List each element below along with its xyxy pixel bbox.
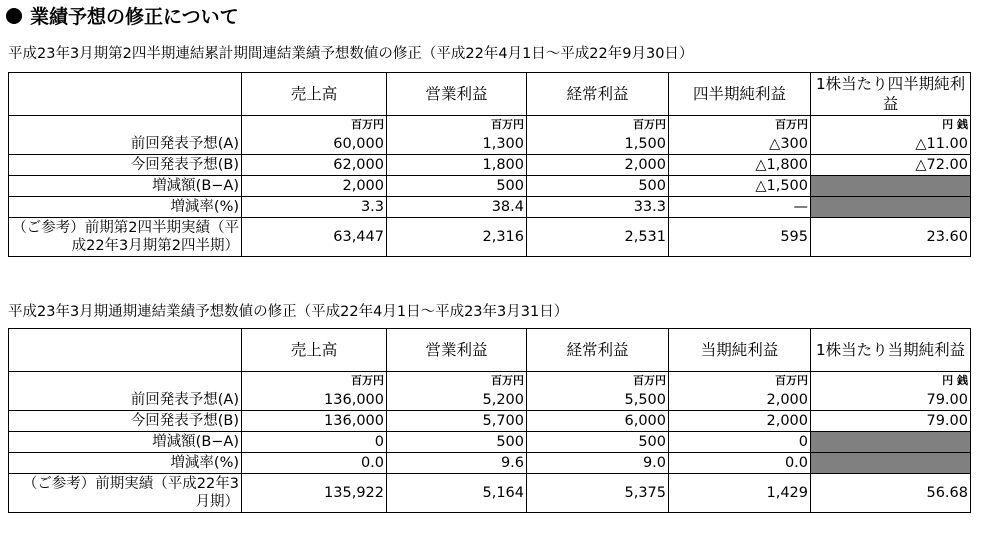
corner-cell (9, 73, 242, 116)
cell: 136,000 (242, 411, 387, 432)
unit-cell: 百万円 (242, 372, 387, 391)
shaded-cell (811, 432, 971, 453)
cell: 56.68 (811, 474, 971, 513)
cell: △11.00 (811, 134, 971, 155)
cell: 1,800 (387, 155, 527, 176)
unit-cell: 百万円 (527, 116, 669, 135)
row-label: 前回発表予想(A) (9, 134, 242, 155)
row-label: 増減額(B−A) (9, 432, 242, 453)
cell: 79.00 (811, 390, 971, 411)
unit-cell: 百万円 (669, 116, 811, 135)
cell: 9.6 (387, 453, 527, 474)
cell: △72.00 (811, 155, 971, 176)
cell: △300 (669, 134, 811, 155)
section2-caption: 平成23年3月期通期連結業績予想数値の修正（平成22年4月1日～平成23年3月31日） (8, 304, 569, 320)
unit-cell: 円 銭 (811, 372, 971, 391)
section1-table (8, 72, 971, 257)
cell: 2,000 (527, 155, 669, 176)
unit-cell: 百万円 (669, 372, 811, 391)
row-label: （ご参考）前期実績（平成22年3月期） (9, 474, 242, 513)
cell: △1,500 (669, 176, 811, 197)
table-row (9, 474, 971, 513)
cell: 2,316 (387, 218, 527, 257)
heading-text: 業績予想の修正について (30, 6, 239, 28)
cell: 5,200 (387, 390, 527, 411)
col-header: 営業利益 (387, 329, 527, 372)
table-row (9, 218, 971, 257)
cell: 5,375 (527, 474, 669, 513)
cell: 79.00 (811, 411, 971, 432)
unit-cell: 百万円 (387, 116, 527, 135)
row-label: 今回発表予想(B) (9, 411, 242, 432)
cell: 9.0 (527, 453, 669, 474)
row-label: 増減額(B−A) (9, 176, 242, 197)
shaded-cell (811, 453, 971, 474)
cell: 62,000 (242, 155, 387, 176)
bullet-icon (6, 8, 22, 24)
table-row (9, 432, 971, 453)
row-label: 今回発表予想(B) (9, 155, 242, 176)
cell: 0 (669, 432, 811, 453)
cell: △1,800 (669, 155, 811, 176)
section2-table (8, 328, 971, 513)
table-row (9, 390, 971, 411)
table-row (9, 155, 971, 176)
table-row (9, 134, 971, 155)
unit-cell (9, 116, 242, 135)
section1-caption: 平成23年3月期第2四半期連結累計期間連結業績予想数値の修正（平成22年4月1日～平成22年9月30日） (8, 46, 694, 62)
cell: 1,429 (669, 474, 811, 513)
cell: 23.60 (811, 218, 971, 257)
cell: 500 (387, 176, 527, 197)
col-header: 当期純利益 (669, 329, 811, 372)
col-header: 売上高 (242, 329, 387, 372)
table-row (9, 176, 971, 197)
col-header: 売上高 (242, 73, 387, 116)
cell: 2,531 (527, 218, 669, 257)
shaded-cell (811, 176, 971, 197)
unit-cell: 円 銭 (811, 116, 971, 135)
cell: 6,000 (527, 411, 669, 432)
cell: 60,000 (242, 134, 387, 155)
col-header: 四半期純利益 (669, 73, 811, 116)
row-label: 増減率(%) (9, 453, 242, 474)
table-row (9, 453, 971, 474)
cell: 38.4 (387, 197, 527, 218)
col-header: 1株当たり四半期純利益 (811, 73, 971, 116)
page-heading (6, 4, 239, 30)
cell: 1,300 (387, 134, 527, 155)
cell: 500 (527, 432, 669, 453)
col-header: 経常利益 (527, 73, 669, 116)
cell: 5,164 (387, 474, 527, 513)
unit-cell: 百万円 (242, 116, 387, 135)
cell: 2,000 (242, 176, 387, 197)
cell: 3.3 (242, 197, 387, 218)
row-label: 増減率(%) (9, 197, 242, 218)
cell: 63,447 (242, 218, 387, 257)
cell: 5,700 (387, 411, 527, 432)
row-label: （ご参考）前期第2四半期実績（平成22年3月期第2四半期） (9, 218, 242, 257)
unit-cell (9, 372, 242, 391)
dash-cell: — (669, 197, 811, 218)
table-row (9, 411, 971, 432)
cell: 1,500 (527, 134, 669, 155)
cell: 500 (527, 176, 669, 197)
col-header: 営業利益 (387, 73, 527, 116)
cell: 0 (242, 432, 387, 453)
cell: 2,000 (669, 390, 811, 411)
unit-cell: 百万円 (527, 372, 669, 391)
cell: 595 (669, 218, 811, 257)
table-row (9, 197, 971, 218)
cell: 2,000 (669, 411, 811, 432)
cell: 500 (387, 432, 527, 453)
row-label: 前回発表予想(A) (9, 390, 242, 411)
cell: 135,922 (242, 474, 387, 513)
cell: 136,000 (242, 390, 387, 411)
col-header: 経常利益 (527, 329, 669, 372)
cell: 0.0 (669, 453, 811, 474)
col-header: 1株当たり当期純利益 (811, 329, 971, 372)
cell: 0.0 (242, 453, 387, 474)
corner-cell (9, 329, 242, 372)
cell: 5,500 (527, 390, 669, 411)
shaded-cell (811, 197, 971, 218)
unit-cell: 百万円 (387, 372, 527, 391)
cell: 33.3 (527, 197, 669, 218)
